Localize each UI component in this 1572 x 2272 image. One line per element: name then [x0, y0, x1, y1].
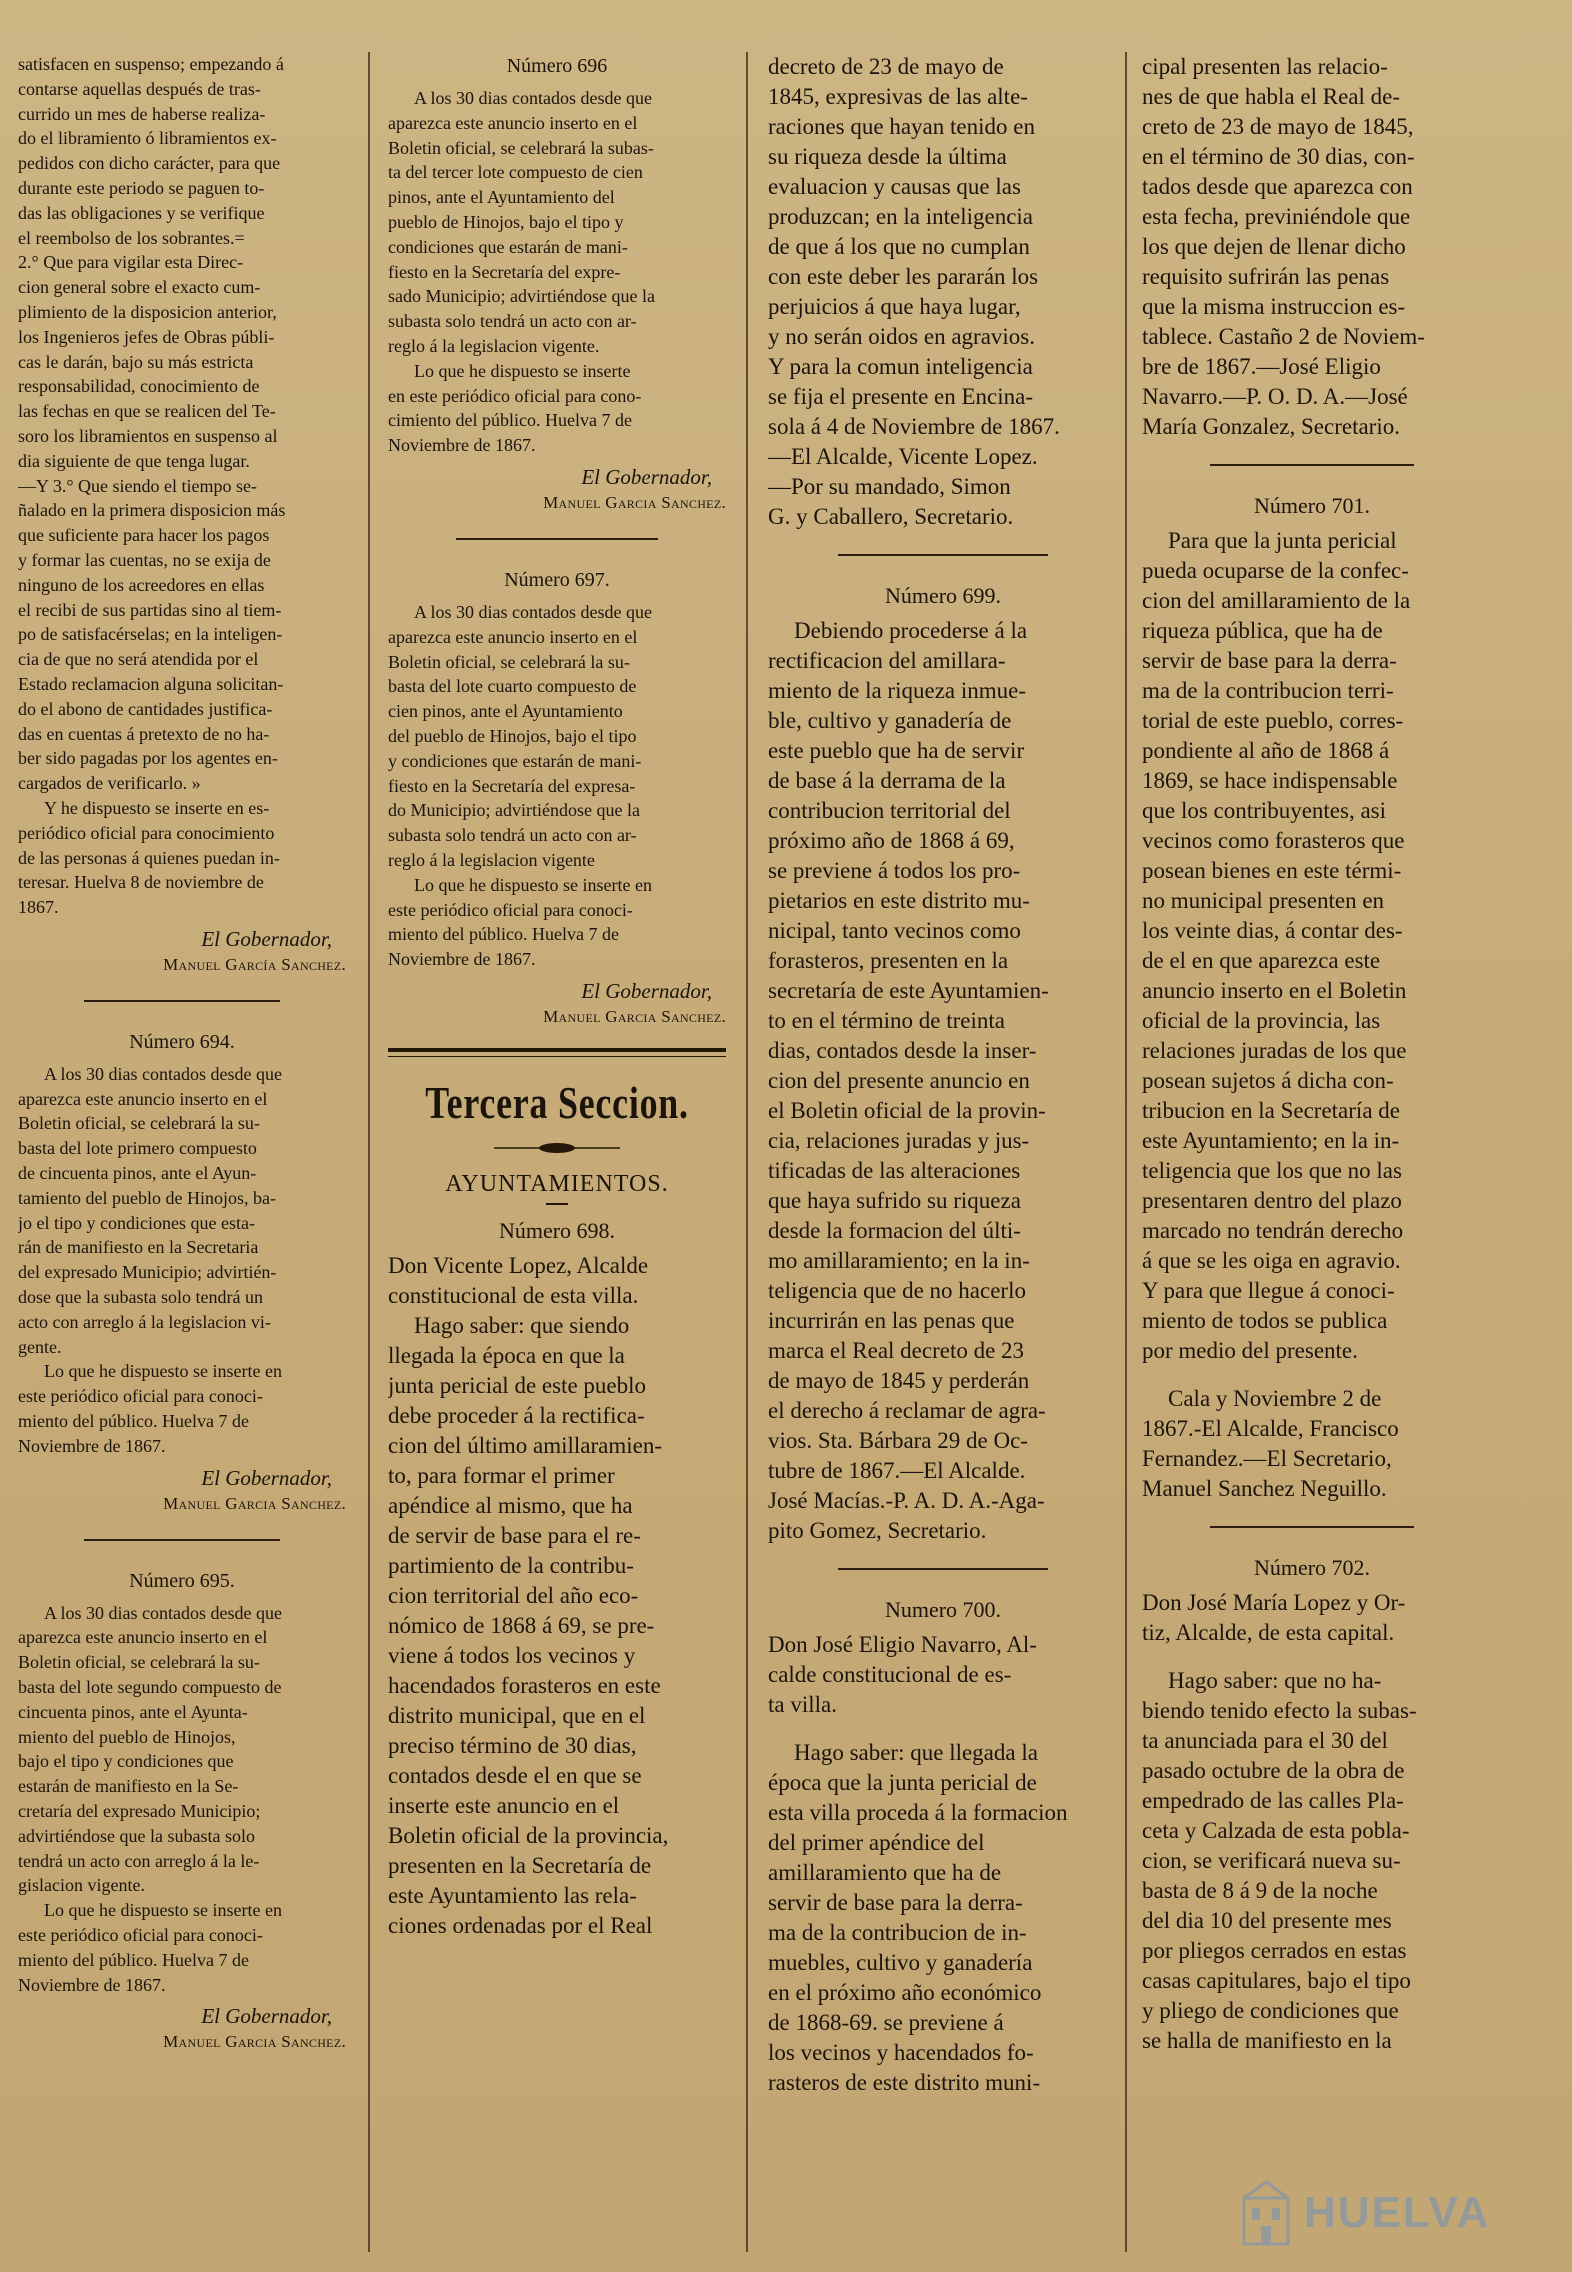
- signature-title: El Gobernador,: [201, 1465, 332, 1490]
- section-rule-thick: [388, 1048, 726, 1052]
- notice-698-text: Hago saber: que siendo llegada la época en que la junta pericial de este pueblo debe proceder á la rectifica- cion del último amillaramien- to, para formar el primer apéndice al mismo, que ha de servir de base para el re- partimiento de la contribu- cion territorial del año eco- nómico de 1868 á 69, se pre- viene á todos los vecinos y hacendados forasteros en este distrito municipal, que en el preciso término de 30 dias, contados desde el en que se inserte este anuncio en el Boletin oficial de la provincia, presenten en la Secretaría de este Ayuntamiento las rela- ciones ordenadas por el Real: [388, 1312, 669, 1938]
- notice-700-heading: Don José Eligio Navarro, Al- calde constitucional de es- ta villa.: [768, 1632, 1037, 1717]
- notice-700-title: Numero 700.: [884, 1597, 1002, 1622]
- column-3: [768, 52, 1118, 2257]
- column-separator: [368, 52, 370, 2252]
- building-crest-icon: [1238, 2178, 1294, 2248]
- notice-697-text: A los 30 dias contados desde que aparezca este anuncio inserto en el Boletin oficial, se celebrará la su- basta del lote cuarto compuesto de cien pinos, ante el Ayuntamiento del pueblo de Hinojos, bajo el tipo y condiciones que estarán de mani- fiesto en la Secretaría del expresa- do Municipio; advirtiéndose que la subasta solo tendrá un acto con ar- reglo á la legislacion vigente: [388, 601, 652, 870]
- notice-699-text: Debiendo procederse á la rectificacion del amillara- miento de la riqueza inmue- ble, cultivo y ganadería de este pueblo que ha de servir de base á la derrama de la contribucion territorial del próximo año de 1868 á 69, se previene á todos los pro- pietarios en este distrito mu- nicipal, tanto vecinos como forasteros, presenten en la secretaría de este Ayuntamien- to en el término de treinta dias, contados desde la inser- cion del presente anuncio en el Boletin oficial de la provin- cia, relaciones juradas y jus- tificadas de las alteraciones que haya sufrido su riqueza desde la formacion del últi- mo amillaramiento; en la in- teligencia que de no hacerlo incurrirán en las penas que marca el Real decreto de 23 de mayo de 1845 y perderán el derecho á reclamar de agra- vios. Sta. Bárbara 29 de Oc- tubre de 1867.—El Alcalde. José Macías.-P. A. D. A.-Aga- pito Gomez, Secretario.: [768, 618, 1049, 1543]
- notice-694-title: Número 694.: [129, 1030, 235, 1053]
- notice-698-heading: Don Vicente Lopez, Alcalde constitucional de esta villa.: [388, 1252, 649, 1308]
- column-1: [18, 52, 346, 2257]
- column-4: [1142, 52, 1482, 2257]
- signature-title: El Gobernador,: [581, 464, 712, 489]
- notice-701-text: Para que la junta pericial pueda ocuparse de la confec- cion del amillaramiento de la riqueza pública, que ha de servir de base para la derra- ma de la contribucion terri- torial de este pueblo, corres- pondiente al año de 1868 á 1869, se hace indispensable que los contribuyentes, asi vecinos como forasteros que posean bienes en este térmi- no municipal presenten en los veinte dias, á contar des- de el en que aparezca este anuncio inserto en el Boletin oficial de la provincia, las relaciones juradas de los que posean sujetos á dicha con- tribucion en la Secretaría de este Ayuntamiento; en la in- teligencia que los que no las presentaren dentro del plazo marcado no tendrán derecho á que se les oiga en agravio. Y para que llegue á conoci- miento de todos se publica por medio del presente.: [1142, 528, 1411, 1363]
- notice-695-title: Número 695.: [129, 1569, 235, 1592]
- notice-700-continued: cipal presenten las relacio- nes de que habla el Real de- creto de 23 de mayo de 1845, en el término de 30 dias, con- tados desde que aparezca con esta fecha, previniéndole que los que dejen de llenar dicho requisito sufrirán las penas que la misma instruccion es- tablece. Castaño 2 de Noviem- bre de 1867.—José Eligio Navarro.—P. O. D. A.—José María Gonzalez, Secretario.: [1142, 54, 1425, 439]
- subsection-heading: AYUNTAMIENTOS.: [445, 1170, 669, 1197]
- divider-rule: [456, 538, 659, 540]
- signature-title: El Gobernador,: [201, 926, 332, 951]
- archive-watermark: [1238, 2178, 1490, 2248]
- notice-698-continued: decreto de 23 de mayo de 1845, expresivas de las alte- raciones que hayan tenido en su riqueza desde la última evaluacion y causas que las produzcan; en la inteligencia de que á los que no cumplan con este deber les pararán los perjuicios á que haya lugar, y no serán oidos en agravios. Y para la comun inteligencia se fija el presente en Encina- sola á 4 de Noviembre de 1867. —El Alcalde, Vicente Lopez. —Por su mandado, Simon G. y Caballero, Secretario.: [768, 54, 1060, 529]
- signature-name: Manuel Garcia Sanchez.: [163, 2032, 346, 2052]
- spacer: [1142, 1648, 1482, 1666]
- ornament-divider-icon: [388, 1141, 726, 1155]
- divider-rule: [1210, 464, 1414, 466]
- notice-701-closing: Cala y Noviembre 2 de 1867.-El Alcalde, Francisco Fernandez.—El Secretario, Manuel Sanchez Neguillo.: [1142, 1386, 1399, 1501]
- notice-694-text: A los 30 dias contados desde que aparezca este anuncio inserto en el Boletin oficial, se celebrará la su- basta del lote primero compuesto de cincuenta pinos, ante el Ayun- tamiento del pueblo de Hinojos, ba- jo el tipo y condiciones que esta- rán de manifiesto en la Secretaria del expresado Municipio; advirtién- dose que la subasta solo tendrá un acto con arreglo á la legislacion vi- gente.: [18, 1063, 282, 1357]
- spacer: [768, 1720, 1118, 1738]
- signature-title: El Gobernador,: [201, 2004, 332, 2029]
- signature-name: Manuel García Sanchez.: [163, 954, 346, 974]
- signature-name: Manuel Garcia Sanchez.: [163, 1493, 346, 1513]
- column-separator: [746, 52, 748, 2252]
- divider-rule: [84, 1000, 281, 1002]
- notice-701-title: Número 701.: [1253, 493, 1371, 518]
- divider-rule: [1210, 1526, 1414, 1528]
- section-heading: Tercera Seccion.: [425, 1076, 689, 1128]
- section-rule-thin: [388, 1056, 726, 1057]
- notice-694-closing: Lo que he dispuesto se inserte en este periódico oficial para conoci- miento del público. Huelva 7 de Noviembre de 1867.: [18, 1361, 282, 1456]
- continued-decree-text: satisfacen en suspenso; empezando á contarse aquellas después de tras- currido un mes de haberse realiza- do el libramiento ó libramientos ex- pedidos con dicho carácter, para que durante este periodo se paguen to- das las obligaciones y se verifique el reembolso de los sobrantes.= 2.° Que para vigilar esta Direc- cion general sobre el exacto cum- plimiento de la disposicion anterior, los Ingenieros jefes de Obras públi- cas le darán, bajo su más estricta responsabilidad, conocimiento de las fechas en que se realicen del Te- soro los libramientos en suspenso al dia siguiente de que tenga lugar. —Y 3.° Que siendo el tiempo se- ñalado en la primera disposicion más que suficiente para hacer los pagos y formar las cuentas, no se exija de ninguno de los acreedores en ellas el recibi de sus partidas sino al tiem- po de satisfacérselas; en la inteligen- cia de que no será atendida por el Estado reclamacion alguna solicitan- do el abono de cantidades justifica- das en cuentas á pretexto de no ha- ber sido pagadas por los agentes en- cargados de verificarlo. »: [18, 54, 286, 794]
- decree-closing: Y he dispuesto se inserte en es- periódico oficial para conocimiento de las personas á quienes puedan in- teresar. Huelva 8 de noviembre de 1867.: [18, 797, 280, 918]
- divider-rule: [838, 1568, 1048, 1570]
- notice-697-title: Número 697.: [504, 568, 610, 591]
- divider-rule: [838, 554, 1048, 556]
- notice-696-text: A los 30 dias contados desde que aparezca este anuncio inserto en el Boletin oficial, se celebrará la subas- ta del tercer lote compuesto de cien pinos, ante el Ayuntamiento del pueblo de Hinojos, bajo el tipo y condiciones que estarán de mani- fiesto en la Secretaría del expre- sado Municipio; advirtiéndose que la subasta solo tendrá un acto con ar- reglo á la legislacion vigente.: [388, 88, 655, 356]
- spacer: [1142, 1366, 1482, 1384]
- notice-696-title: Número 696: [506, 55, 608, 77]
- signature-title: El Gobernador,: [581, 978, 712, 1003]
- signature-name: Manuel Garcia Sanchez.: [543, 1006, 726, 1026]
- notice-696-closing: Lo que he dispuesto se inserte en este periódico oficial para cono- cimiento del público. Huelva 7 de Noviembre de 1867.: [388, 360, 642, 456]
- short-dash: [546, 1203, 568, 1205]
- notice-698-title: Número 698.: [498, 1217, 616, 1243]
- signature-name: Manuel Garcia Sanchez.: [543, 492, 726, 512]
- notice-695-text: A los 30 dias contados desde que aparezca este anuncio inserto en el Boletin oficial, se celebrará la su- basta del lote segundo compuesto de cincuenta pinos, ante el Ayunta- miento del pueblo de Hinojos, bajo el tipo y condiciones que estarán de manifiesto en la Se- cretaría del expresado Municipio; advirtiéndose que la subasta solo tendrá un acto con arreglo á la le- gislacion vigente.: [18, 1602, 282, 1896]
- divider-rule: [84, 1539, 281, 1541]
- notice-697-closing: Lo que he dispuesto se inserte en este periódico oficial para conoci- miento del público. Huelva 7 de Noviembre de 1867.: [388, 874, 652, 970]
- notice-702-text: Hago saber: que no ha- biendo tenido efecto la subas- ta anunciada para el 30 del pasado octubre de la obra de empedrado de las calles Pla- ceta y Calzada de esta pobla- cion, se verificará nueva su- basta de 8 á 9 de la noche del dia 10 del presente mes por pliegos cerrados en estas casas capitulares, bajo el tipo y pliego de condiciones que se halla de manifiesto en la: [1142, 1668, 1417, 2053]
- notice-702-title: Número 702.: [1253, 1555, 1371, 1580]
- column-separator: [1125, 52, 1127, 2252]
- notice-695-closing: Lo que he dispuesto se inserte en este periódico oficial para conoci- miento del público. Huelva 7 de Noviembre de 1867.: [18, 1900, 282, 1995]
- column-2: [388, 52, 726, 2257]
- watermark-text: HUELVA: [1304, 2188, 1491, 2237]
- notice-700-text: Hago saber: que llegada la época que la junta pericial de esta villa proceda á la formacion del primer apéndice del amillaramiento que ha de servir de base para la derra- ma de la contribucion de in- muebles, cultivo y ganadería en el próximo año económico de 1868-69. se previene á los vecinos y hacendados fo- rasteros de este distrito muni-: [768, 1740, 1068, 2095]
- notice-702-heading: Don José María Lopez y Or- tiz, Alcalde, de esta capital.: [1142, 1590, 1406, 1645]
- notice-699-title: Número 699.: [884, 583, 1002, 608]
